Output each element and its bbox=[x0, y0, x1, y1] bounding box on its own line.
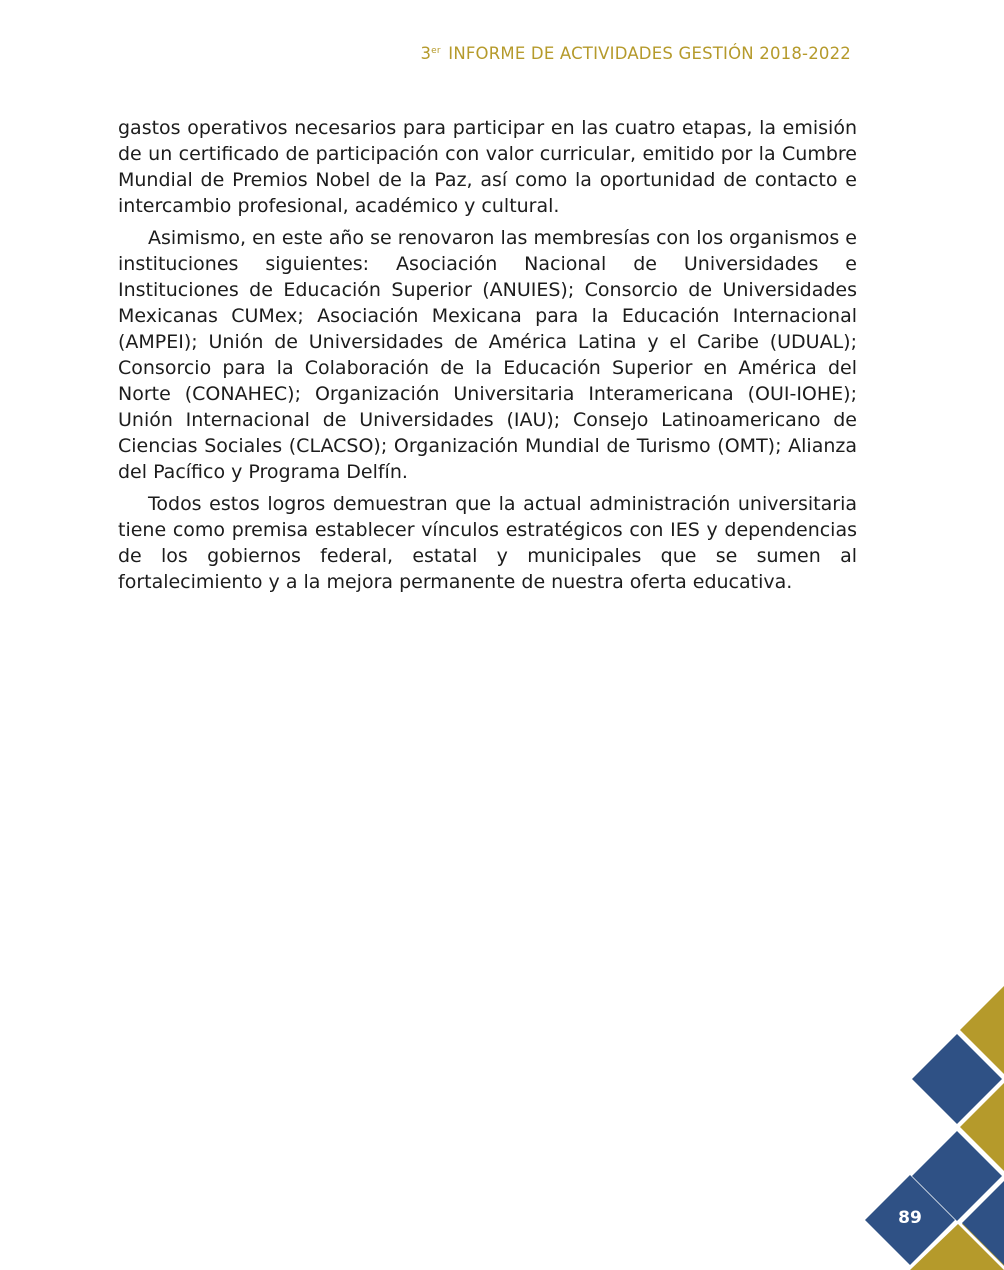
running-header bbox=[420, 44, 851, 63]
paragraph-2: Asimismo, en este año se renovaron las membresías con los organismos e instituciones siguientes: Asociación Nacional de Universidades e Instituciones de Educación Superior (ANUIES); Consorcio de Universidades Mexicanas CUMex; Asociación Mexicana para la Educación Internacional (AMPEI); Unión de Universidades de América Latina y el Caribe (UDUAL); Consorcio para la Colaboración de la Educación Superior en América del Norte (CONAHEC); Organización Universitaria Interamericana (OUI-IOHE); Unión Internacional de Universidades (IAU); Consejo Latinoamericano de Ciencias Sociales (CLACSO); Organización Mundial de Turismo (OMT); Alianza del Pacífico y Programa Delfín. bbox=[118, 227, 857, 483]
header-title: INFORME DE ACTIVIDADES GESTIÓN 2018-2022 bbox=[448, 44, 851, 63]
paragraph-1: gastos operativos necesarios para participar en las cuatro etapas, la emisión de un certificado de participación con valor curricular, emitido por la Cumbre Mundial de Premios Nobel de la Paz, así como la oportunidad de contacto e intercambio profesional, académico y cultural. bbox=[118, 117, 857, 217]
header-ordinal-suffix: er bbox=[431, 45, 441, 56]
body-text bbox=[118, 115, 857, 601]
page-number: 89 bbox=[898, 1208, 922, 1228]
paragraph-3: Todos estos logros demuestran que la actual administración universitaria tiene como premisa establecer vínculos estratégicos con IES y dependencias de los gobiernos federal, estatal y municipales que se sumen al fortalecimiento y a la mejora permanente de nuestra oferta educativa. bbox=[118, 493, 857, 593]
header-ordinal: 3 bbox=[420, 44, 432, 63]
